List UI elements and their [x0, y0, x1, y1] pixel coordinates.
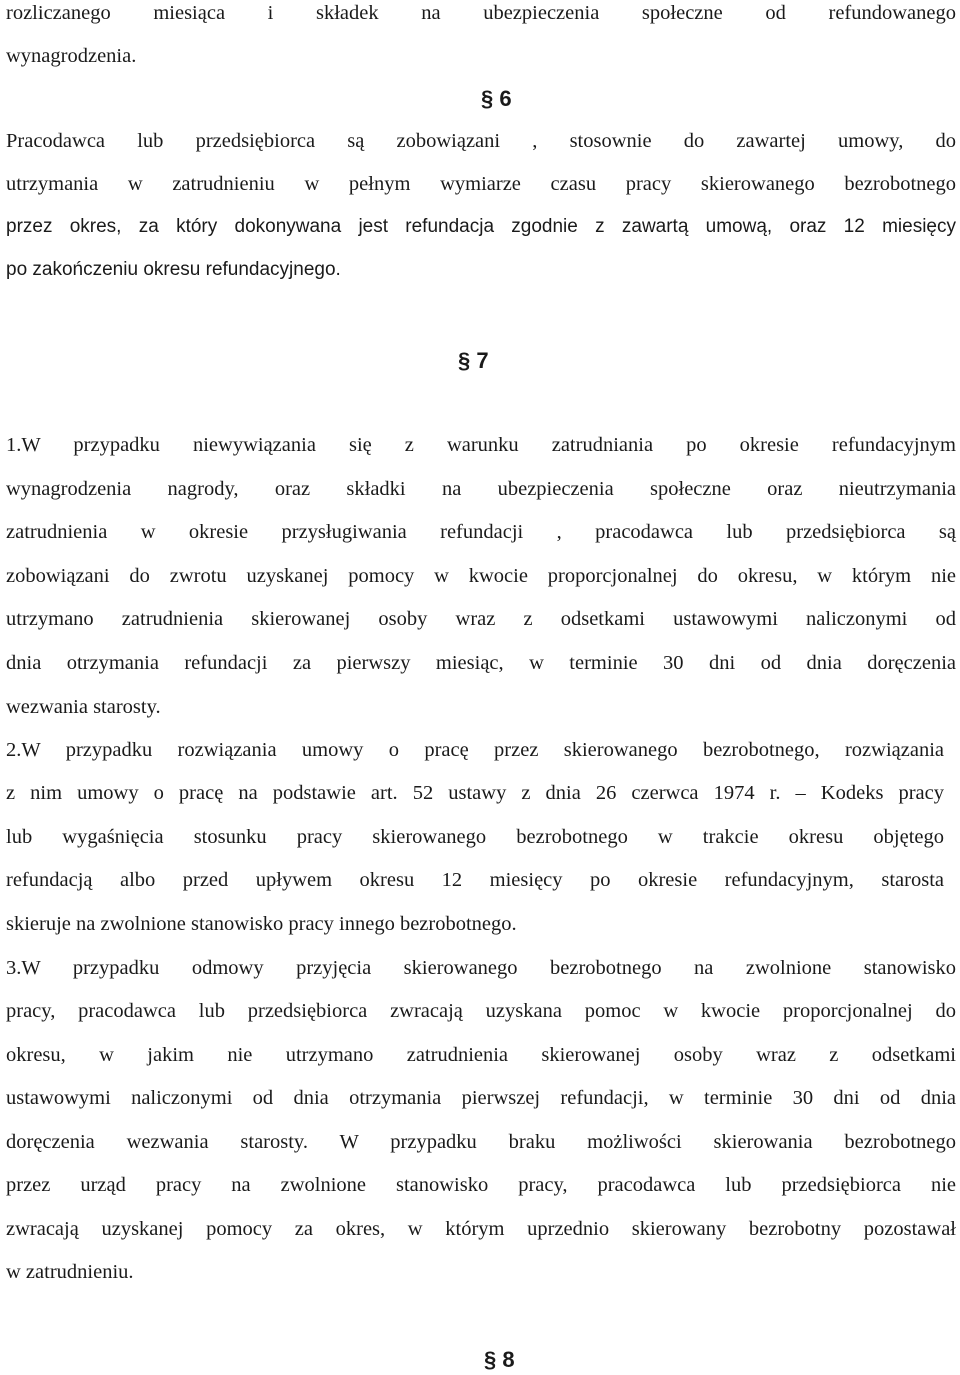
section-symbol: §: [481, 86, 494, 111]
text-line: okresu, w jakim nie utrzymano zatrudnienia skierowanej osoby wraz z odsetkami: [6, 1044, 956, 1066]
section-number: 6: [499, 86, 512, 111]
text-line: po zakończeniu okresu refundacyjnego.: [6, 259, 341, 280]
text-line: przez urząd pracy na zwolnione stanowisko pracy, pracodawca lub przedsiębiorca nie: [6, 1174, 956, 1196]
section-heading-7: [458, 348, 489, 374]
section-symbol: §: [484, 1347, 497, 1372]
text-line: skieruje na zwolnione stanowisko pracy innego bezrobotnego.: [6, 913, 517, 935]
text-line: utrzymano zatrudnienia skierowanej osoby wraz z odsetkami ustawowymi naliczonymi od: [6, 608, 956, 630]
text-line: ustawowymi naliczonymi od dnia otrzymania pierwszej refundacji, w terminie 30 dni od dnia: [6, 1087, 956, 1109]
text-line: zatrudnienia w okresie przysługiwania refundacji , pracodawca lub przedsiębiorca są: [6, 521, 956, 543]
text-line: pracy, pracodawca lub przedsiębiorca zwracają uzyskana pomoc w kwocie proporcjonalnej do: [6, 1000, 956, 1022]
text-line: wynagrodzenia nagrody, oraz składki na ubezpieczenia społeczne oraz nieutrzymania: [6, 478, 956, 500]
text-line: zobowiązani do zwrotu uzyskanej pomocy w kwocie proporcjonalnej do okresu, w którym nie: [6, 565, 956, 587]
text-line: 2.W przypadku rozwiązania umowy o pracę przez skierowanego bezrobotnego, rozwiązania: [6, 739, 944, 761]
text-line: dnia otrzymania refundacji za pierwszy miesiąc, w terminie 30 dni od dnia doręczenia: [6, 652, 956, 674]
text-line: zwracają uzyskanej pomocy za okres, w którym uprzednio skierowany bezrobotny pozostawał: [6, 1218, 956, 1240]
text-line: 1.W przypadku niewywiązania się z warunku zatrudniania po okresie refundacyjnym: [6, 434, 956, 456]
section-number: 8: [502, 1347, 515, 1372]
text-line: doręczenia wezwania starosty. W przypadku braku możliwości skierowania bezrobotnego: [6, 1131, 956, 1153]
text-line: 3.W przypadku odmowy przyjęcia skierowanego bezrobotnego na zwolnione stanowisko: [6, 957, 956, 979]
section-heading-8: [484, 1347, 515, 1373]
text-line: lub wygaśnięcia stosunku pracy skierowanego bezrobotnego w trakcie okresu objętego: [6, 826, 944, 848]
text-line: Pracodawca lub przedsiębiorca są zobowiązani , stosownie do zawartej umowy, do: [6, 130, 956, 152]
text-line: refundacją albo przed upływem okresu 12 miesięcy po okresie refundacyjnym, starosta: [6, 869, 944, 891]
section-symbol: §: [458, 348, 471, 373]
section-heading-6: [481, 86, 512, 112]
text-line: utrzymania w zatrudnieniu w pełnym wymiarze czasu pracy skierowanego bezrobotnego: [6, 173, 956, 195]
text-line: wezwania starosty.: [6, 696, 161, 718]
text-line: w zatrudnieniu.: [6, 1261, 134, 1283]
text-line: z nim umowy o pracę na podstawie art. 52 ustawy z dnia 26 czerwca 1974 r. – Kodeks pracy: [6, 782, 944, 804]
text-line: rozliczanego miesiąca i składek na ubezpieczenia społeczne od refundowanego: [6, 2, 956, 24]
text-line: wynagrodzenia.: [6, 45, 137, 67]
section-number: 7: [476, 348, 489, 373]
text-line: przez okres, za który dokonywana jest refundacja zgodnie z zawartą umową, oraz 12 miesięcy: [6, 216, 956, 237]
